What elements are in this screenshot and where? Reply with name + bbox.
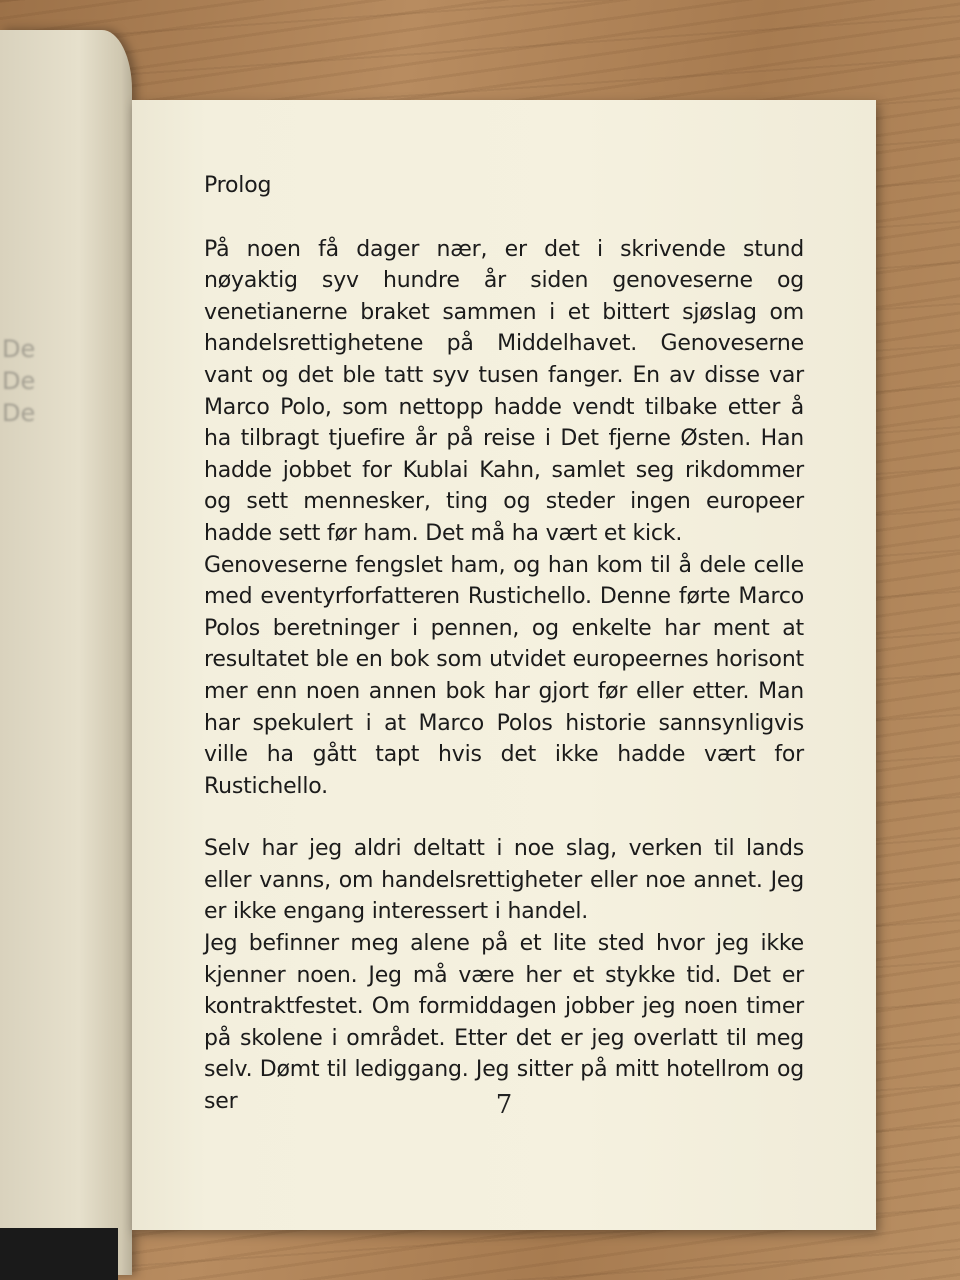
page-number: 7 bbox=[495, 1090, 513, 1120]
paragraph-gap bbox=[204, 802, 804, 833]
bleed-through-text: De bbox=[2, 335, 36, 363]
book-cover-edge bbox=[0, 1228, 118, 1280]
paragraph: Genoveserne fengslet ham, og han kom til å dele celle med eventyrforfatteren Rustichello. Denne førte Marco Polos beretninger i pennen, og enkelte har ment at resultatet ble en bok som utvidet europeernes horisont mer enn noen annen bok har gjort før eller etter. Man har spekulert i at Marco Polos historie sannsynligvis ville ha gått tapt hvis det ikke hadde vært for Rustichello. bbox=[204, 552, 804, 799]
bleed-through-text: De bbox=[2, 399, 36, 427]
bleed-through-text: De bbox=[2, 367, 36, 395]
book-page bbox=[132, 100, 876, 1230]
paragraph: Selv har jeg aldri deltatt i noe slag, verken til lands eller vanns, om handelsrettigheter eller noe annet. Jeg er ikke engang interessert i handel. bbox=[204, 836, 804, 925]
left-page bbox=[0, 30, 132, 1275]
paragraph: Jeg befinner meg alene på et lite sted hvor jeg ikke kjenner noen. Jeg må være her et stykke tid. Det er kontraktfestet. Om formiddagen jobber jeg noen timer på skolene i området. Etter det er jeg overlatt til meg selv. Dømt til lediggang. Jeg sitter på mitt hotellrom og ser bbox=[204, 931, 804, 1115]
page-text bbox=[204, 170, 804, 1118]
chapter-title: Prolog bbox=[204, 173, 272, 198]
paragraph: På noen få dager nær, er det i skrivende stund nøyaktig syv hundre år siden genoveserne og venetianerne braket sammen i et bittert sjøslag om handelsrettighetene på Middelhavet. Genoveserne vant og det ble tatt syv tusen fanger. En av disse var Marco Polo, som nettopp hadde vendt tilbake etter å ha tilbragt tjuefire år på reise i Det fjerne Østen. Han hadde jobbet for Kublai Kahn, samlet seg rikdommer og sett mennesker, ting og steder ingen europeer hadde sett før ham. Det må ha vært et kick. bbox=[204, 236, 804, 546]
